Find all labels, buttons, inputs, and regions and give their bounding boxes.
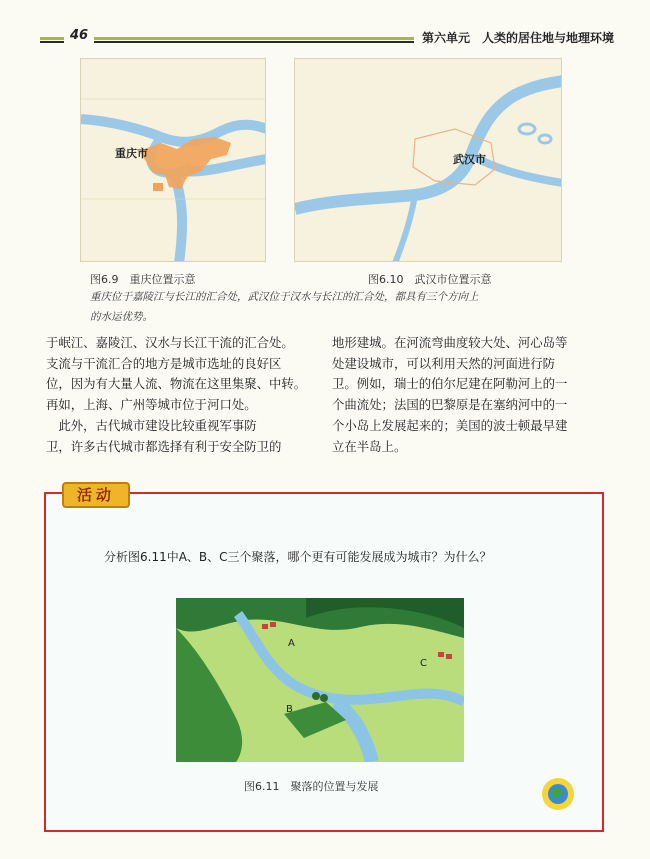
wuhan-map [294, 58, 562, 262]
map-note-line2: 的水运优势。 [90, 311, 153, 323]
body-line: 个曲流处；法国的巴黎原是在塞纳河中的一 [332, 397, 568, 413]
wuhan-label: 武汉市 [453, 153, 486, 166]
globe-icon [540, 776, 576, 812]
chongqing-map [80, 58, 266, 262]
body-line: 再如，上海、广州等城市位于河口处。 [46, 397, 257, 413]
settlement-illustration [176, 598, 464, 762]
body-left-column [46, 333, 328, 457]
body-line: 地形建城。在河流弯曲度较大处、河心岛等 [332, 335, 568, 350]
body-line: 位，因为有大量人流、物流在这里集聚、中转。 [46, 376, 307, 392]
body-line: 立在半岛上。 [332, 438, 407, 454]
map-note-line1: 重庆位于嘉陵江与长江的汇合处，武汉位于汉水与长江的汇合处，都具有三个方向上 [90, 291, 479, 303]
settlement-b-label: B [286, 704, 293, 715]
body-line: 此外，古代城市建设比较重视军事防 [46, 417, 257, 433]
body-line: 支流与干流汇合的地方是城市选址的良好区 [46, 355, 282, 371]
body-right-column [332, 333, 614, 457]
settlement-c-label: C [420, 658, 427, 669]
chongqing-label: 重庆市 [115, 147, 148, 160]
body-line: 个小岛上发展起来的；美国的波士顿最早建 [332, 417, 568, 433]
body-line: 处建设城市，可以利用天然的河面进行防 [332, 355, 556, 371]
activity-tag: 活动 [62, 482, 130, 508]
wuhan-caption: 图6.10 武汉市位置示意 [368, 273, 492, 286]
page-number: 46 [64, 28, 94, 43]
body-line: 于岷江、嘉陵江、汉水与长江干流的汇合处。 [46, 335, 294, 350]
chongqing-caption: 图6.9 重庆位置示意 [90, 273, 196, 286]
page-header [40, 28, 618, 46]
body-line: 卫，许多古代城市都选择有利于安全防卫的 [46, 438, 282, 454]
activity-caption: 图6.11 聚落的位置与发展 [244, 780, 379, 793]
settlement-a-label: A [288, 638, 295, 649]
map-note [90, 287, 570, 327]
activity-question: 分析图6.11中A、B、C三个聚落，哪个更有可能发展成为城市？为什么？ [104, 550, 492, 564]
body-line: 卫。例如，瑞士的伯尔尼建在阿勒河上的一 [332, 376, 568, 392]
unit-title: 第六单元 人类的居住地与地理环境 [414, 29, 618, 46]
